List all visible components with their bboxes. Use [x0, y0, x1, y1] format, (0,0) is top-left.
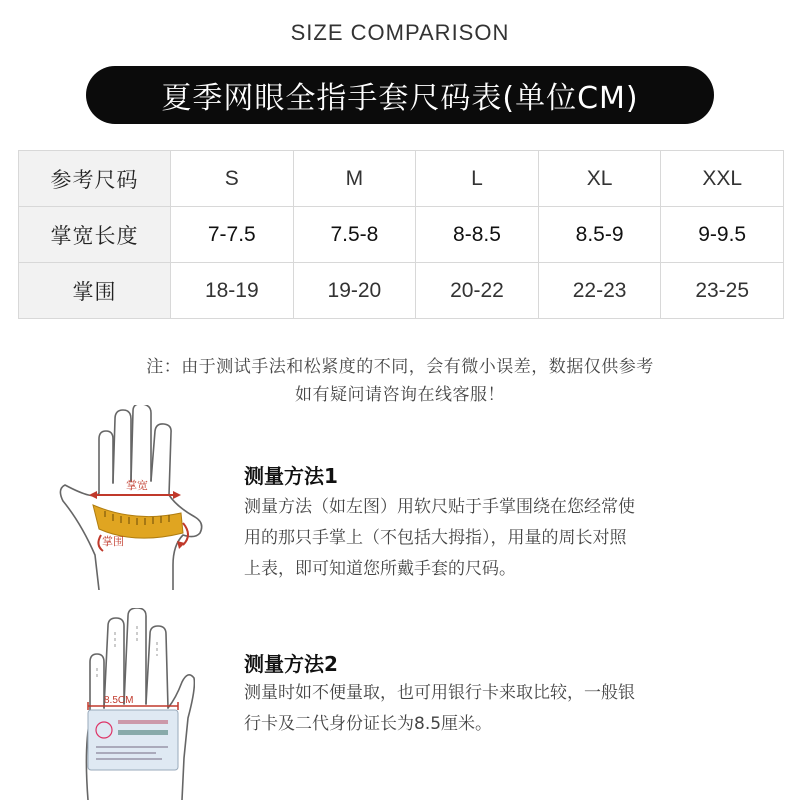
- table-cell: 18-19: [171, 263, 294, 319]
- size-table: [18, 150, 784, 319]
- table-cell: XXL: [661, 151, 784, 207]
- table-cell: 22-23: [538, 263, 661, 319]
- title-banner: [86, 66, 714, 124]
- card-length-label: 8.5CM: [104, 695, 134, 706]
- method1-line: 上表，即可知道您所戴手套的尺码。: [244, 559, 516, 579]
- table-cell: 19-20: [293, 263, 416, 319]
- table-row: [19, 207, 784, 263]
- table-cell: 8.5-9: [538, 207, 661, 263]
- row-label: 掌宽长度: [19, 207, 171, 263]
- table-cell: S: [171, 151, 294, 207]
- method2-title: 测量方法2: [244, 652, 338, 676]
- contact-note: 如有疑问请咨询在线客服！: [295, 385, 505, 405]
- row-label: 掌围: [19, 263, 171, 319]
- method2-description: [244, 678, 724, 740]
- table-cell: 9-9.5: [661, 207, 784, 263]
- size-comparison-heading: SIZE COMPARISON: [290, 20, 510, 45]
- table-cell: 7.5-8: [293, 207, 416, 263]
- table-cell: 20-22: [416, 263, 539, 319]
- banner-title: 夏季网眼全指手套尺码表(单位CM): [161, 81, 639, 116]
- table-row: [19, 151, 784, 207]
- method2-line: 行卡及二代身份证长为8.5厘米。: [244, 714, 493, 734]
- method1-title: 测量方法1: [244, 464, 338, 488]
- table-cell: M: [293, 151, 416, 207]
- table-cell: XL: [538, 151, 661, 207]
- method1-description: [244, 492, 724, 585]
- method1-line: 测量方法（如左图）用软尺贴于手掌围绕在您经常使: [244, 497, 635, 517]
- width-label: 掌宽: [126, 479, 148, 492]
- hand-measure-illustration: [55, 405, 230, 590]
- table-cell: L: [416, 151, 539, 207]
- table-row: [19, 263, 784, 319]
- disclaimer-note: 注：由于测试手法和松紧度的不同，会有微小误差，数据仅供参考: [146, 357, 654, 377]
- hand-card-illustration: [70, 608, 195, 800]
- girth-label: 掌围: [102, 535, 124, 548]
- table-cell: 23-25: [661, 263, 784, 319]
- row-label: 参考尺码: [19, 151, 171, 207]
- id-card-icon: [88, 710, 178, 770]
- method1-line: 用的那只手掌上（不包括大拇指），用量的周长对照: [244, 528, 627, 548]
- method2-line: 测量时如不便量取，也可用银行卡来取比较，一般银: [244, 683, 635, 703]
- table-cell: 7-7.5: [171, 207, 294, 263]
- table-cell: 8-8.5: [416, 207, 539, 263]
